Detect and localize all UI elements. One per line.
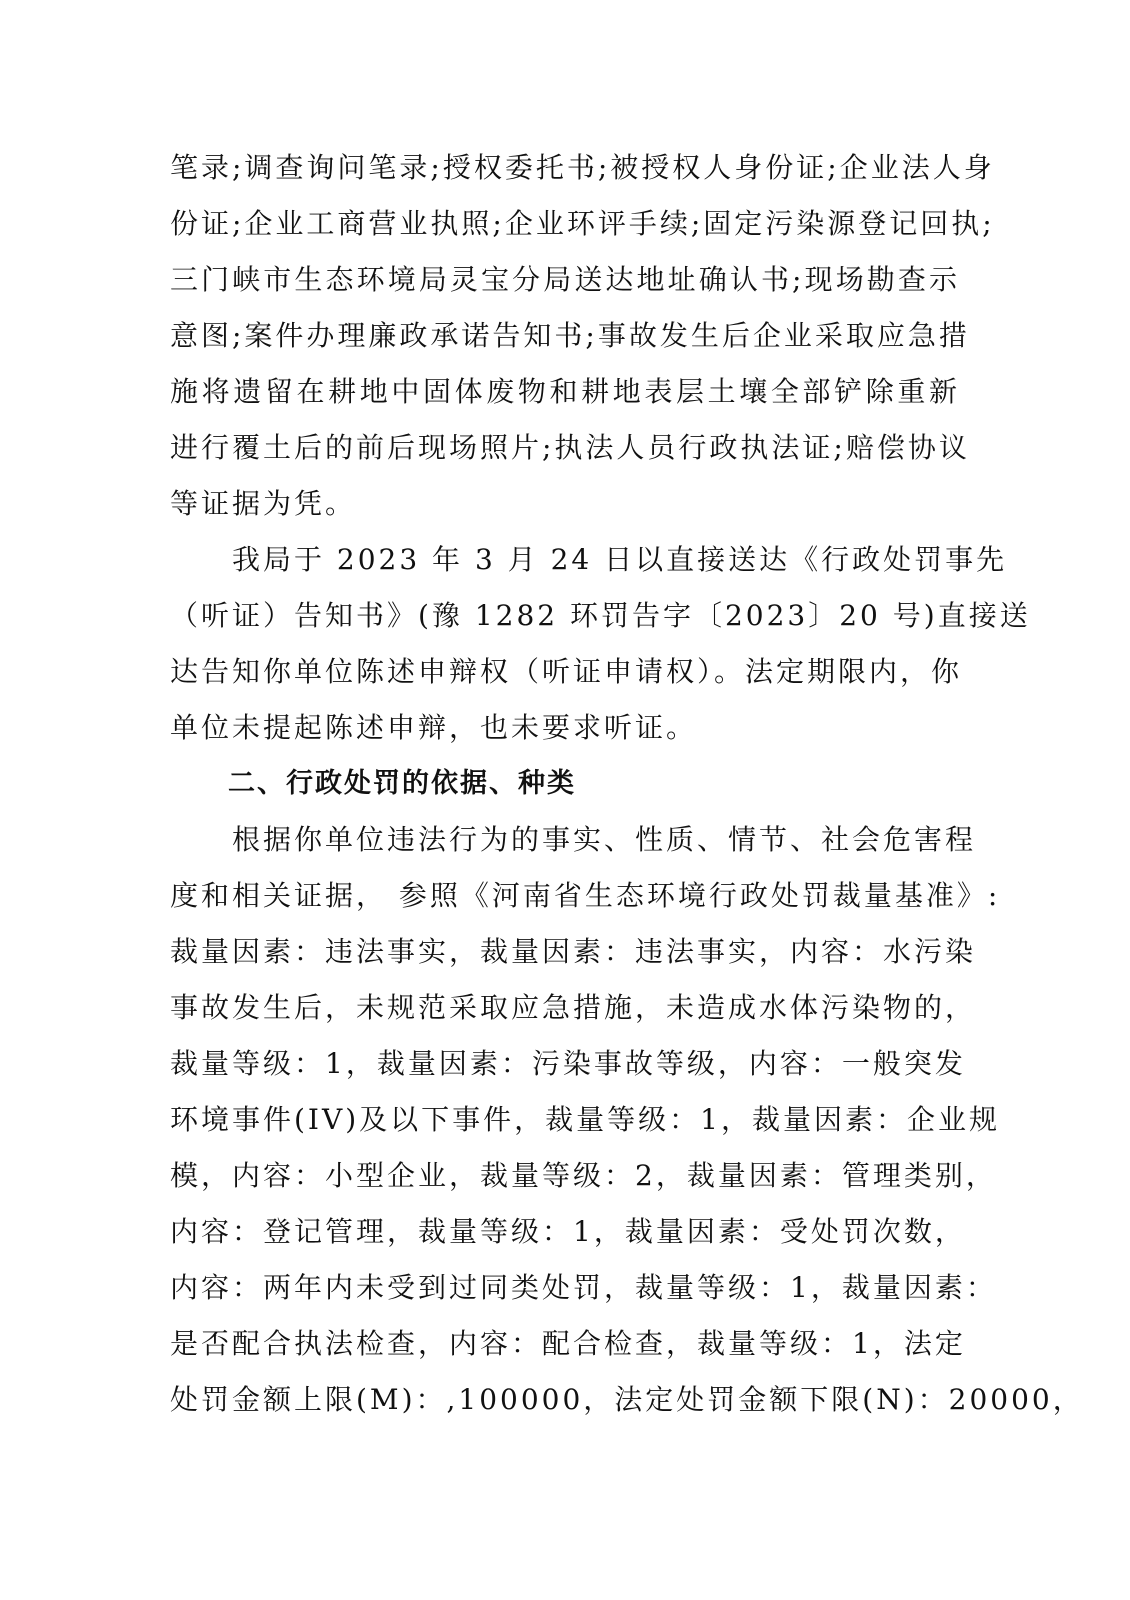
text-line: 裁量等级：1，裁量因素：污染事故等级，内容：一般突发 — [170, 1047, 966, 1080]
text-line: 单位未提起陈述申辩，也未要求听证。 — [170, 711, 698, 744]
text-line: 内容：两年内未受到过同类处罚，裁量等级：1，裁量因素： — [170, 1271, 997, 1304]
text-line: 达告知你单位陈述申辩权（听证申请权）。法定期限内，你 — [170, 655, 963, 688]
text-line: 处罚金额上限(M)：,100000，法定处罚金额下限(N)：20000， — [170, 1383, 1084, 1416]
text-line: 进行覆土后的前后现场照片;执法人员行政执法证;赔偿协议 — [170, 431, 970, 464]
text-line: 模，内容：小型企业，裁量等级：2，裁量因素：管理类别， — [170, 1159, 997, 1192]
document-page — [170, 140, 1084, 1428]
text-line: 施将遗留在耕地中固体废物和耕地表层土壤全部铲除重新 — [170, 375, 960, 408]
penalty-basis-paragraph — [170, 812, 1084, 1428]
notice-delivery-paragraph — [170, 532, 1031, 756]
text-line: 份证;企业工商营业执照;企业环评手续;固定污染源登记回执; — [170, 207, 995, 240]
text-line: 度和相关证据， 参照《河南省生态环境行政处罚裁量基准》: — [170, 879, 1001, 912]
text-line: 是否配合执法检查，内容：配合检查，裁量等级：1，法定 — [170, 1327, 966, 1360]
text-line: 环境事件(IV)及以下事件，裁量等级：1，裁量因素：企业规 — [170, 1103, 1000, 1136]
text-line: 等证据为凭。 — [170, 487, 357, 520]
text-line: 根据你单位违法行为的事实、性质、情节、社会危害程 — [232, 823, 977, 856]
text-line: 内容：登记管理，裁量等级：1，裁量因素：受处罚次数， — [170, 1215, 966, 1248]
text-line: 笔录;调查询问笔录;授权委托书;被授权人身份证;企业法人身 — [170, 151, 995, 184]
text-line: 三门峡市生态环境局灵宝分局送达地址确认书;现场勘查示 — [170, 263, 960, 296]
text-line: 我局于 2023 年 3 月 24 日以直接送达《行政处罚事先 — [232, 543, 1008, 576]
text-line: 事故发生后，未规范采取应急措施，未造成水体污染物的， — [170, 991, 977, 1024]
text-line: 裁量因素：违法事实，裁量因素：违法事实，内容：水污染 — [170, 935, 977, 968]
evidence-list-paragraph — [170, 140, 995, 532]
section-heading: 二、行政处罚的依据、种类 — [228, 768, 576, 799]
text-line: 意图;案件办理廉政承诺告知书;事故发生后企业采取应急措 — [170, 319, 970, 352]
text-line: （听证）告知书》(豫 1282 环罚告字〔2023〕20 号)直接送 — [170, 599, 1031, 632]
